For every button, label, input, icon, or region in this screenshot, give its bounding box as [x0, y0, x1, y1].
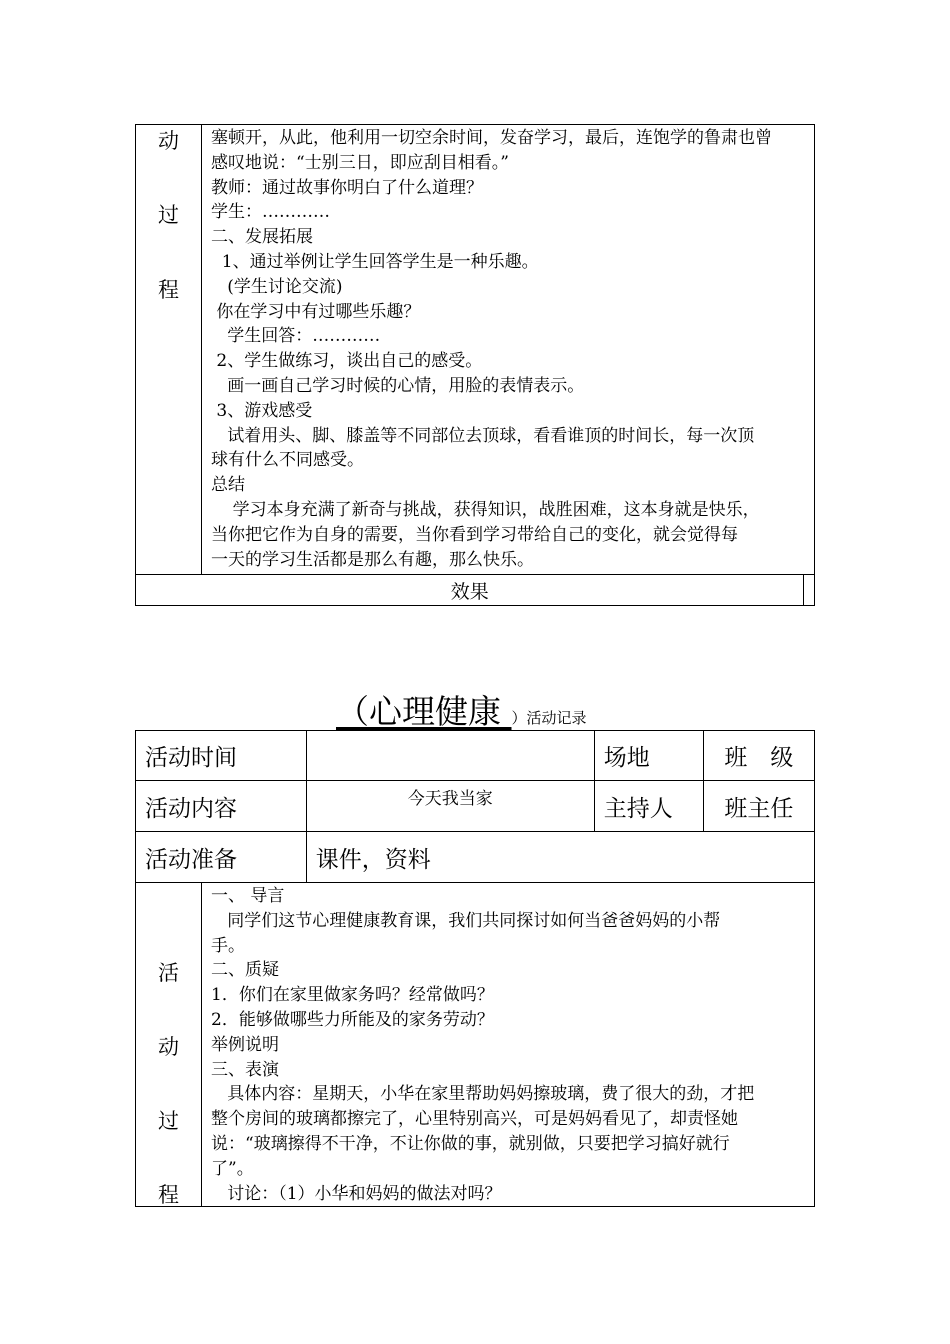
content-label: 活动内容: [145, 795, 237, 822]
text-line: 具体内容：星期天，小华在家里帮助妈妈擦玻璃，费了很大的劲，才把: [211, 1084, 755, 1105]
text-line: 3、游戏感受: [211, 400, 313, 421]
content-label-cell: [136, 781, 307, 832]
time-value-cell: [306, 731, 594, 781]
title-main-text: 心理健康: [369, 692, 501, 731]
host-value: 班主任: [724, 795, 794, 822]
text-line: 塞顿开，从此，他利用一切空余时间，发奋学习，最后，连饱学的鲁肃也曾: [211, 128, 772, 148]
process-table-top: [135, 124, 815, 606]
place-label-cell: [594, 731, 703, 781]
side-char: 程: [158, 1183, 179, 1207]
side-char: 活: [158, 961, 179, 985]
process-content-cell: [202, 125, 815, 575]
text-line: 感叹地说：“士别三日，即应刮目相看。”: [211, 152, 509, 173]
prep-label: 活动准备: [145, 846, 237, 873]
text-line: (学生讨论交流): [211, 276, 343, 297]
text-line: 球有什么不同感受。: [211, 450, 364, 471]
side-char: 过: [158, 1109, 179, 1133]
side-char: 程: [158, 278, 179, 302]
text-line: 三、表演: [211, 1059, 279, 1080]
content-value: 今天我当家: [407, 789, 493, 809]
text-line: 一天的学习生活都是那么有趣，那么快乐。: [211, 549, 534, 570]
text-line: 画一画自己学习时候的心情，用脸的表情表示。: [211, 375, 585, 396]
host-value-cell: [703, 781, 814, 832]
effect-label: 效果: [450, 580, 489, 603]
text-line: 了”。: [211, 1158, 254, 1179]
text-line: 二、发展拓展: [211, 227, 313, 248]
title-main: [336, 692, 512, 731]
text-line: 总结: [211, 475, 245, 496]
side-char: 过: [158, 203, 179, 227]
host-label-cell: [594, 781, 703, 832]
activity-record-table: [135, 730, 815, 1207]
place-label: 场地: [603, 745, 650, 771]
text-line: 同学们这节心理健康教育课，我们共同探讨如何当爸爸妈妈的小帮: [211, 910, 721, 931]
text-line: 学生：…………: [211, 202, 330, 223]
time-label: 活动时间: [145, 745, 237, 771]
process-side-cell: [136, 125, 202, 575]
place-value-cell: [703, 731, 814, 781]
side-char: 动: [158, 1035, 179, 1059]
title-open-paren: （: [336, 692, 369, 731]
title-suffix: ）活动记录: [511, 709, 587, 727]
text-line: 举例说明: [211, 1034, 279, 1055]
prep-label-cell: [136, 832, 307, 883]
side-char: 动: [158, 129, 179, 153]
text-line: 2、学生做练习，谈出自己的感受。: [211, 351, 483, 372]
host-label: 主持人: [603, 795, 673, 822]
text-line: 学习本身充满了新奇与挑战，获得知识，战胜困难，这本身就是快乐，: [211, 499, 760, 520]
text-line: 教师：通过故事你明白了什么道理？: [211, 177, 483, 198]
time-label-cell: [136, 731, 307, 781]
text-line: 讨论：（1）小华和妈妈的做法对吗？: [211, 1183, 502, 1204]
text-line: 你在学习中有过哪些乐趣？: [211, 301, 421, 322]
text-line: 试着用头、脚、膝盖等不同部位去顶球，看看谁顶的时间长，每一次顶: [211, 425, 755, 446]
record-title: [336, 686, 587, 733]
place-value: 班 级: [724, 745, 794, 771]
prep-value: 课件，资料: [315, 846, 431, 873]
text-line: 1、通过举例让学生回答学生是一种乐趣。: [211, 251, 539, 272]
text-line: 学生回答：…………: [211, 326, 381, 347]
process-content-cell: [202, 883, 815, 1207]
text-line: 1．你们在家里做家务吗？经常做吗？: [211, 985, 494, 1006]
text-line: 当你把它作为自身的需要，当你看到学习带给自己的变化，就会觉得每: [211, 524, 738, 545]
effect-value-cell: [804, 575, 815, 606]
text-line: 2．能够做哪些力所能及的家务劳动？: [211, 1009, 494, 1030]
text-line: 一、 导言: [211, 886, 285, 906]
process-side-cell: [136, 883, 202, 1207]
text-line: 整个房间的玻璃都擦完了，心里特别高兴，可是妈妈看见了，却责怪她: [211, 1109, 738, 1130]
text-line: 说：“玻璃擦得不干净，不让你做的事，就别做，只要把学习搞好就行: [211, 1133, 730, 1154]
prep-value-cell: [306, 832, 814, 883]
content-value-cell: [306, 781, 594, 832]
text-line: 二、质疑: [211, 960, 279, 981]
text-line: 手。: [211, 935, 245, 956]
effect-label-cell: [136, 575, 804, 606]
